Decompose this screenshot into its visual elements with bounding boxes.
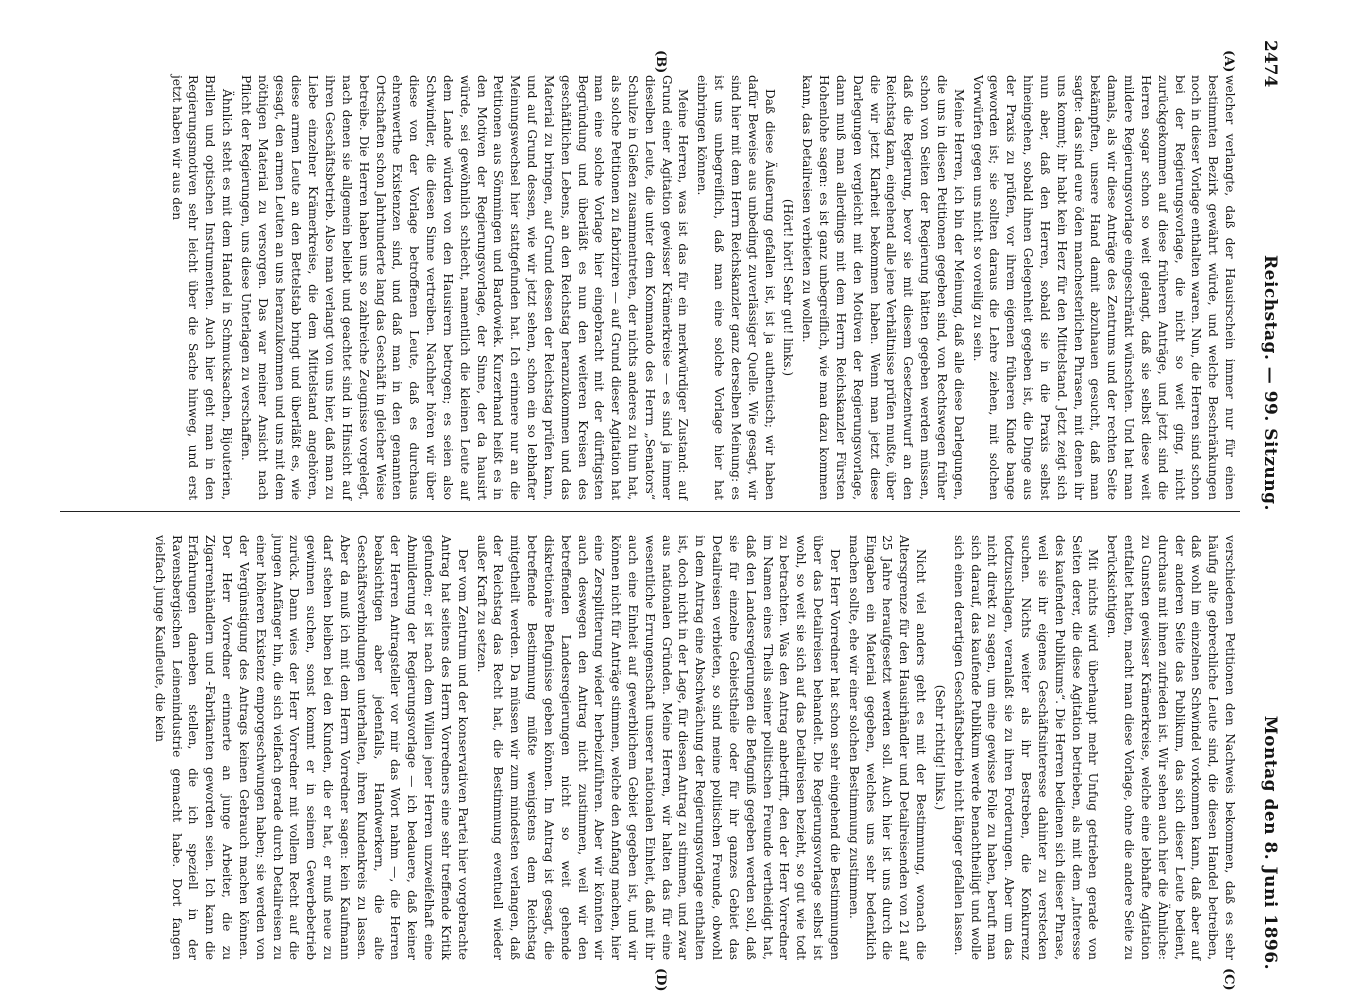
paragraph: Ähnlich steht es mit dem Handel in Schmucksachen, Bijouterien, Brillen und optischen Instrumenten. Auch hier geht man in den Regierungsmotiven sehr leicht über die Sache hinweg, und erst jetzt haben wir aus den [169,75,235,500]
page-header [1256,40,1282,970]
date-line: Montag den 8. Juni 1896. [1260,715,1280,970]
paragraph: Meine Herren, was ist das für ein merkwürdiger Zustand: auf Grund einer Agitation gewisser Krämerkreise — es sind ja immer dieselben Leute, die unter dem Kommando des Herrn „Senators“ Schulze in Gießen zusammentreten, der nichts anderes zu thun hat, als solche Petitionen zu fabriziren — auf Grund dieser Agitation hat man eine solche Vorlage hier eingebracht mit der dürftigsten Begründung und überläßt es nun den weiteren Kreisen des geschäftlichen Lebens, an den Reichstag heranzukommen und das Material zu bringen, auf Grund dessen der Reichstag prüfen kann, und auf Grund dessen, wie wir jetzt sehen, schon ein so lebhafter Meinungswechsel hier stattgefunden hat. Ich erinnere nur an die Petitionen aus Sömmingen und Bardowiek. Kurzerhand heißt es in den Motiven der Regierungsvorlage, der Sinne, der da hausirt würde, sei gewöhnlich schlecht, namentlich die kleinen Leute auf dem Lande würden von den Hausirern betrogen; es seien also Schwindler, die diesen Sinne vertreiben. Nachher hören wir über diese von der Vorlage betroffenen Leute, daß es durchaus ehrenwerthe Existenzen sind, und daß man in den genannten Ortschaften schon Jahrhunderte lang das Geschäft in gleicher Weise betreibe. Die Herren haben uns so zahlreiche Zeugnisse vorgelegt, nach denen sie allgemein beliebt und geachtet sind in Hinsicht auf ihren Geschäftsbetrieb. Also man verlangt von uns hier, daß man zu Liebe einzelner Krämerkreise, die dem Mittelstand angehören, diese armen Leute an den Bettelstab bringt und überläßt es, wie gesagt, den armen Leuten an uns heranzukommen und uns mit dem nöthigen Material zu versorgen. Das war meiner Ansicht nach Pflicht der Regierungen, uns diese Unterlagen zu verschaffen. [238,75,691,500]
paragraph: Der vom Zentrum und der konservativen Partei hier vorgebrachte Antrag hat seitens des Herrn Vorredners eine sehr treffende Kritik gefunden; er ist nach dem Willen jener Herren unzweifelhaft eine Abmilderung der Regierungsvorlage — ich bedauere, daß keiner der Herren Antragsteller vor mir das Wort nahm —, die Herren beabsichtigen aber jedenfalls, Handwerkern, die alte Geschäftsverbindungen unterhalten, ihren Kundenkreis zu lassen. Aber da muß ich mit dem Herrn Vorredner sagen: kein Kaufmann darf stehen bleiben bei den Kunden, die er hat, er muß neue zu gewinnen suchen, sonst kommt er in seinem Gewerbebetrieb zurück. Dann wies der Herr Vorredner mit vollem Recht auf die jungen Anfänger hin, die sich vielfach gerade durch Detailreisen zu einer höheren Existenz emporgeschwungen haben; sie werden von der Vergünstigung des Antrags keinen Gebrauch machen können. Der Herr Vorredner erinnerte an junge Arbeiter, die zu Zigarrenhändlern und -Fabrikanten geworden seien. Ich kann die Erfahrungen daneben stellen, die ich speziell in der Ravensbergischen Leinenindustrie gemacht habe. Dort fangen vielfach junge Kaufleute, die kein [152,535,470,960]
paragraph: Mit nichts wird überhaupt mehr Unfug getrieben gerade von Seiten derer, die diese Agitation betrieben, als mit dem „Interesse des kaufenden Publikums“. Die Herren bedienen sich dieser Phrase, weil sie ihr eigenes Geschäftsinteresse dahinter zu verstecken suchen. Nichts weiter als ihr Bestreben, die Konkurrenz todtzuschlagen, veranlaßt sie zu ihren Forderungen. Aber um das nicht direkt zu sagen, um eine gewisse Folie zu haben, beruft man sich darauf, das kaufende Publikum werde benachtheiligt und wolle sich einen derartigen Geschäftsbetrieb nicht länger gefallen lassen. [951,535,1101,960]
paragraph: Meine Herren, ich bin der Meinung, daß alle diese Darlegungen, die uns in diesen Petitionen gegeben sind, von Rechtswegen früher schon von Seiten der Regierung hätten gegeben werden müssen, daß die Regierung, bevor sie mit diesem Gesetzentwurf an den Reichstag kam, eingehend alle jene Verhältnisse prüfen mußte, über die wir jetzt Klarheit bekommen haben. Wenn man jetzt diese Darlegungen vergleicht mit den Motiven der Regierungsvorlage, dann muß man allerdings mit dem Herrn Reichskanzler Fürsten Hohenlohe sagen: es ist ganz unbegreiflich, wie man dazu kommen kann, das Detailreisen verbieten zu wollen. [800,75,966,500]
column-divider [60,511,1240,512]
paragraph: verschiedenen Petitionen den Nachweis bekommen, daß es sehr häufig alte gebrechliche Leute sind, die diesen Handel betreiben, daß wohl im einzelnen Schwindel vorkommen kann, daß aber auf der anderen Seite das Publikum, das sich dieser Leute bedient, durchaus mit ihnen zufrieden ist. Wir sehen auch hier die Ähnliche: zu Gunsten gewisser Krämerkreise, welche eine lebhafte Agitation entfaltet hatten, macht man diese Vorlage, ohne die andere Seite zu berücksichtigen. [1105,535,1237,960]
margin-marker-b: (B) [653,50,668,74]
paragraph: welcher verlangte, daß der Hausirschein immer nur für einen bestimmten Bezirk gewährt würde, und welche Beschränkungen noch in dieser Vorlage enthalten waren. Nun, die Herren sind schon bei der Regierungsvorlage, die nicht so weit ging, nicht zurückgekommen auf diese früheren Anträge, und jetzt sind die Herren sogar schon so weit gelangt, daß sie selbst diese weit mildere Regierungsvorlage eingeschränkt wünschten. Und hat man damals, als wir diese Anträge des Zentrums und der rechten Seite bekämpften, unsere Hand damit abzuhauen gesucht, daß man sagte: das sind eure öden manchesterlichen Phrasen, mit denen ihr uns kommt; ihr habt kein Herz für den Mittelstand. Jetzt zeigt sich nun aber, daß den Herren, sobald sie in die Praxis selbst hineingehen, sobald ihnen Gelegenheit gegeben ist, die Dinge aus der Praxis zu prüfen, vor ihrem eigenen früheren Kinde bange geworden ist; sie sollten daraus die Lehre ziehen, mit solchen Vorwürfen gegen uns nicht so voreilig zu sein. [970,75,1237,500]
paragraph: Der Herr Vorredner hat schon sehr eingehend die Bestimmungen über das Detailreisen behandelt. Die Regierungsvorlage selbst ist wohl, so weit sie sich auf das Detailreisen bezieht, so gut wie todt zu betrachten. Was den Antrag anbetrifft, den der Herr Vorredner im Namen eines Theils seiner politischen Freunde vertheidigt hat, daß den Landesregierungen die Befugniß gegeben werden soll, daß sie für einzelne Gebietstheile oder für ihr ganzes Gebiet das Detailreisen verbieten, so sind meine politischen Freunde, obwohl in dem Antrag eine Abschwächung der Regierungsvorlage enthalten ist, doch nicht in der Lage, für diesen Antrag zu stimmen, und zwar aus nationalen Gründen. Meine Herren, wir halten das für eine wesentliche Errungenschaft unserer nationalen Einheit, daß mit ihr auch eine Einheit auf gewerblichem Gebiet gegeben ist, und wir können nicht für Anträge stimmen, welche den Anfang machen, hier eine Zersplitterung wieder herbeizuführen. Aber wir könnten wir auch deswegen den Antrag nicht zustimmen, weil wir den betreffenden Landesregierungen nicht so weit gehende diskretionäre Befugnisse geben können. Im Antrag ist gesagt, die betreffende Bestimmung müßte wenigstens dem Reichstag mitgetheilt werden. Da müssen wir zum mindesten verlangen, daß der Reichstag das Recht hat, die Bestimmung eventuell wieder außer Kraft zu setzen. [474,535,842,960]
right-column [149,535,1238,960]
running-head: Reichstag. — 99. Sitzung. [1260,255,1280,511]
left-column [166,75,1238,500]
margin-marker-a: (A) [1221,50,1236,73]
margin-marker-d: (D) [653,968,668,992]
paragraph: Nicht viel anders geht es mit der Bestimmung, wonach die Altersgrenze für den Hausirhändler und Detailreisenden von 21 auf 25 Jahre heraufgesetzt werden soll. Auch hier ist uns durch die Eingaben ein Material gegeben, welches uns sehr bedenklich machen sollte, ehe wir einer solchen Bestimmung zustimmen. [846,535,929,960]
margin-marker-c: (C) [1221,968,1236,991]
interjection: (Sehr richtig! links.) [932,684,947,811]
page-number: 2474 [1260,40,1280,88]
interjection: (Hört! hört! Sehr gut! links.) [781,198,796,377]
paragraph: Daß diese Äußerung gefallen ist, ist ja authentisch; wir haben dafür Beweise aus unbedingt zuverlässiger Quelle. Wie gesagt, wir sind hier mit dem Herrn Reichskanzler ganz derselben Meinung: es ist uns unbegreiflich, daß man eine solche Vorlage hier hat einbringen können. [695,75,777,500]
